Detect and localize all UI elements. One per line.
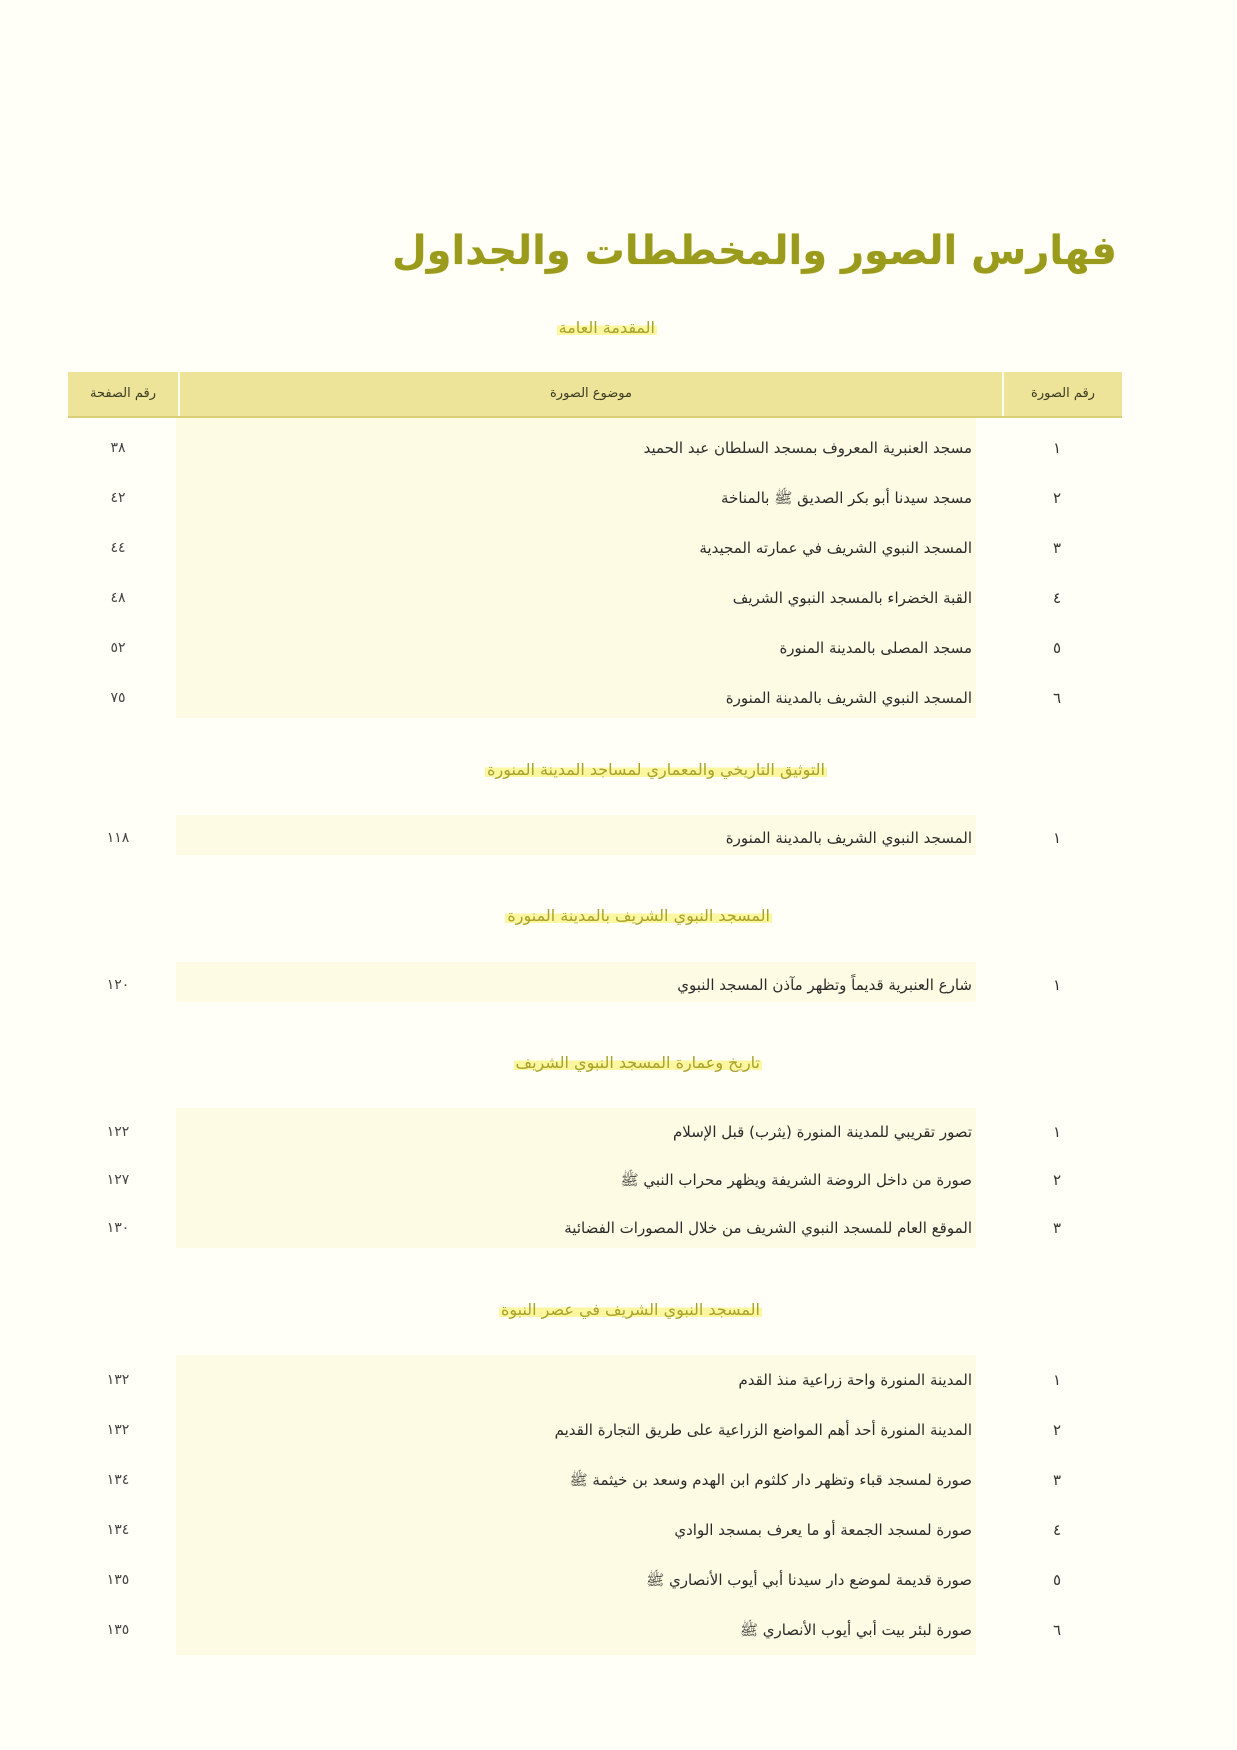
- header-image-number: رقم الصورة: [1031, 386, 1095, 401]
- page-number: ١٣٢: [106, 1422, 130, 1438]
- image-number: ٤: [1052, 589, 1062, 607]
- image-number: ١: [1052, 976, 1062, 994]
- table-row: [68, 1112, 1122, 1152]
- page-number: ٤٤: [110, 540, 126, 556]
- page-number: ٤٢: [110, 490, 126, 506]
- page-number: ٥٢: [110, 640, 126, 656]
- table-row: [68, 578, 1122, 618]
- page-number: ١٣٢: [106, 1372, 130, 1388]
- image-subject: صورة لمسجد الجمعة أو ما يعرف بمسجد الوادي: [674, 1521, 972, 1539]
- table-row: [68, 1410, 1122, 1450]
- table-row: [68, 1510, 1122, 1550]
- page-number: ١٣٤: [106, 1472, 130, 1488]
- image-subject: مسجد العنبرية المعروف بمسجد السلطان عبد الحميد: [643, 439, 972, 457]
- image-subject: المدينة المنورة أحد أهم المواضع الزراعية على طريق التجارة القديم: [554, 1421, 972, 1439]
- header-page-number: رقم الصفحة: [89, 386, 157, 401]
- image-number: ٣: [1052, 1471, 1062, 1489]
- table-row: [68, 1160, 1122, 1200]
- table-row: [68, 478, 1122, 518]
- table-row: [68, 1208, 1122, 1248]
- image-number: ١: [1052, 829, 1062, 847]
- page-number: ١٢٧: [106, 1172, 130, 1188]
- section-heading-prophethood-era: المسجد النبوي الشريف في عصر النبوة: [500, 1300, 760, 1319]
- image-number: ١: [1052, 1371, 1062, 1389]
- table-row: [68, 1360, 1122, 1400]
- section-heading-history-architecture: تاريخ وعمارة المسجد النبوي الشريف: [515, 1053, 760, 1072]
- page-number: ١٣٥: [106, 1622, 130, 1638]
- image-subject: صورة لمسجد قباء وتظهر دار كلثوم ابن الهدم وسعد بن خيثمة ﷺ: [569, 1471, 972, 1489]
- image-subject: مسجد سيدنا أبو بكر الصديق ﷺ بالمناخة: [721, 489, 972, 507]
- image-number: ١: [1052, 439, 1062, 457]
- image-subject: صورة قديمة لموضع دار سيدنا أبي أيوب الأنصاري ﷺ: [646, 1571, 972, 1589]
- table-row: [68, 1610, 1122, 1650]
- image-subject: المسجد النبوي الشريف في عمارته المجيدية: [699, 539, 972, 557]
- page-number: ١٢٢: [106, 1124, 130, 1140]
- image-number: ٥: [1052, 1571, 1062, 1589]
- image-number: ٦: [1052, 689, 1062, 707]
- table-row: [68, 628, 1122, 668]
- image-subject: المسجد النبوي الشريف بالمدينة المنورة: [725, 689, 972, 707]
- table-row: [68, 965, 1122, 1005]
- table-row: [68, 1560, 1122, 1600]
- page-number: ١١٨: [106, 830, 130, 846]
- image-number: ٤: [1052, 1521, 1062, 1539]
- page-title: فهارس الصور والمخططات والجداول: [391, 228, 1117, 274]
- table-row: [68, 428, 1122, 468]
- image-subject: شارع العنبرية قديماً وتظهر مآذن المسجد النبوي: [677, 976, 972, 994]
- image-number: ٢: [1052, 1171, 1062, 1189]
- image-subject: صورة من داخل الروضة الشريفة ويظهر محراب النبي ﷺ: [620, 1171, 972, 1189]
- header-divider: [1002, 372, 1004, 416]
- section-heading-historical-documentation: التوثيق التاريخي والمعماري لمساجد المدينة المنورة: [487, 760, 825, 779]
- image-subject: المسجد النبوي الشريف بالمدينة المنورة: [725, 829, 972, 847]
- page-number: ٤٨: [110, 590, 126, 606]
- image-number: ٢: [1052, 1421, 1062, 1439]
- image-number: ٥: [1052, 639, 1062, 657]
- image-number: ٣: [1052, 1219, 1062, 1237]
- page-number: ١٣٤: [106, 1522, 130, 1538]
- image-subject: المدينة المنورة واحة زراعية منذ القدم: [738, 1371, 972, 1389]
- table-row: [68, 528, 1122, 568]
- page-number: ٧٥: [110, 690, 126, 706]
- page-number: ٣٨: [110, 440, 126, 456]
- image-number: ٣: [1052, 539, 1062, 557]
- image-number: ١: [1052, 1123, 1062, 1141]
- header-image-subject: موضوع الصورة: [550, 386, 632, 401]
- image-subject: تصور تقريبي للمدينة المنورة (يثرب) قبل الإسلام: [672, 1123, 972, 1141]
- page-number: ١٣٥: [106, 1572, 130, 1588]
- page-number: ١٢٠: [106, 977, 130, 993]
- table-row: [68, 818, 1122, 858]
- image-subject: صورة لبئر بيت أبي أيوب الأنصاري ﷺ: [739, 1621, 972, 1639]
- table-row: [68, 1460, 1122, 1500]
- image-subject: مسجد المصلى بالمدينة المنورة: [779, 639, 972, 657]
- image-number: ٢: [1052, 489, 1062, 507]
- page-number: ١٣٠: [106, 1220, 130, 1236]
- section-heading-prophets-mosque: المسجد النبوي الشريف بالمدينة المنورة: [507, 906, 770, 925]
- header-divider: [178, 372, 180, 416]
- table-row: [68, 678, 1122, 718]
- image-subject: القبة الخضراء بالمسجد النبوي الشريف: [732, 589, 972, 607]
- table-header: [68, 372, 1122, 418]
- image-subject: الموقع العام للمسجد النبوي الشريف من خلال المصورات الفضائية: [564, 1219, 972, 1237]
- section-heading-general-intro: المقدمة العامة: [558, 318, 655, 337]
- image-number: ٦: [1052, 1621, 1062, 1639]
